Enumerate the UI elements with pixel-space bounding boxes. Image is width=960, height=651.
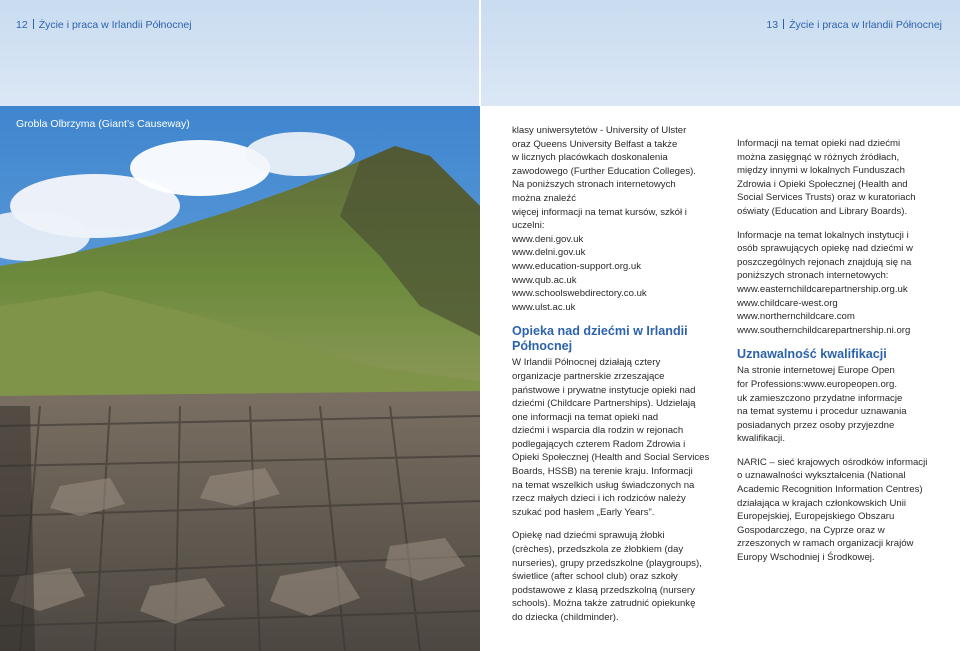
- text-line: w licznych placówkach doskonalenia: [512, 152, 668, 164]
- web-link[interactable]: www.delni.gov.uk: [512, 247, 586, 259]
- giants-causeway-photo: [0, 106, 480, 651]
- web-link[interactable]: www.childcare-west.org: [737, 297, 838, 309]
- text-line: można znaleźć: [512, 192, 576, 204]
- childcare-paragraph: [512, 356, 724, 519]
- text-line: na temat systemu i procedur uznawania: [737, 406, 907, 418]
- text-line: państwowe i prywatne instytucje opieki nad: [512, 384, 696, 396]
- local-institutions-paragraph: [737, 229, 949, 338]
- text-line: Academic Recognition Information Centres): [737, 484, 923, 496]
- section-heading-childcare: [512, 324, 724, 354]
- web-link[interactable]: www.northernchildcare.com: [737, 311, 855, 323]
- sources-paragraph: [737, 137, 949, 219]
- europe-open-paragraph: [737, 364, 949, 446]
- text-line: na temat wszelkich usług świadczonych na: [512, 479, 695, 491]
- text-line: Informacji na temat opieki nad dziećmi: [737, 138, 901, 149]
- divider: [783, 19, 784, 29]
- text-line: o uznawalności wykształcenia (National: [737, 470, 906, 482]
- running-title-right: Życie i praca w Irlandii Północnej: [789, 19, 942, 31]
- text-line: for Professions:www.europeopen.org.: [737, 378, 897, 390]
- heading-line: Północnej: [512, 339, 573, 354]
- web-link[interactable]: www.deni.gov.uk: [512, 233, 584, 245]
- text-line: świetlice (after school club) oraz szkoły: [512, 571, 678, 583]
- text-line: one informacji na temat opieki nad: [512, 411, 659, 423]
- text-line: zrzeszonych w ramach organizacji krajów: [737, 538, 914, 550]
- text-line: kwalifikacji.: [737, 433, 785, 445]
- naric-paragraph: [737, 456, 949, 565]
- divider: [33, 19, 34, 29]
- page-number-left: 12: [16, 19, 28, 31]
- web-link[interactable]: www.schoolswebdirectory.co.uk: [512, 288, 647, 300]
- text-line: zawodowego (Further Education Colleges).: [512, 165, 696, 177]
- text-line: oświaty (Education and Library Boards).: [737, 205, 908, 217]
- intro-paragraph: [512, 124, 724, 314]
- text-line: rzecz małych dzieci i ich rodziców należy: [512, 493, 686, 505]
- text-line: Social Services Trusts) oraz w kuratoriach: [737, 192, 916, 204]
- text-line: Na stronie internetowej Europe Open: [737, 365, 895, 377]
- section-heading-qualifications: Uznawalność kwalifikacji: [737, 347, 887, 362]
- text-line: Europy Wschodniej i Środkowej.: [737, 552, 875, 564]
- text-line: szukać pod hasłem „Early Years”.: [512, 506, 655, 518]
- text-line: do dziecka (childminder).: [512, 612, 619, 623]
- text-line: Informacje na temat lokalnych instytucji i: [737, 229, 909, 241]
- text-line: więcej informacji na temat kursów, szkół i: [512, 206, 687, 218]
- text-line: działająca w krajach członkowskich Unii: [737, 497, 907, 509]
- text-line: dziećmi i wsparcia dla rodzin w rejonach: [512, 425, 684, 437]
- landscape-illustration: [0, 106, 480, 651]
- text-column-right: [737, 137, 949, 575]
- text-line: Na poniższych stronach internetowych: [512, 179, 676, 191]
- text-line: Europejskiej, Europejskiego Obszaru: [737, 511, 895, 523]
- text-line: Boards, HSSB) na terenie kraju. Informacji: [512, 466, 693, 478]
- text-line: uk zamieszczono przydatne informacje: [737, 392, 903, 404]
- text-line: Zdrowia i Opieki Społecznej (Health and: [737, 178, 908, 190]
- web-link[interactable]: www.education-support.org.uk: [512, 260, 642, 272]
- text-line: organizacje partnerskie zrzeszające: [512, 370, 665, 382]
- web-link[interactable]: www.southernchildcarepartnership.ni.org: [737, 324, 911, 336]
- text-line: Gospodarczego, na Cyprze oraz w: [737, 524, 885, 536]
- web-link[interactable]: www.ulst.ac.uk: [512, 301, 576, 313]
- text-line: W Irlandii Północnej działają cztery: [512, 357, 661, 369]
- text-line: schools). Można także zatrudnić opiekunkę: [512, 598, 696, 610]
- running-title-left: Życie i praca w Irlandii Północnej: [38, 19, 192, 31]
- childcare-types-paragraph: [512, 529, 724, 624]
- text-line: można zasięgnąć w różnych źródłach,: [737, 151, 900, 163]
- text-line: między innymi w lokalnych Funduszach: [737, 165, 905, 177]
- text-line: podlegających czterem Radom Zdrowia i: [512, 438, 686, 450]
- text-line: podstawowe z klasą przedszkolną (nursery: [512, 584, 695, 596]
- text-line: dziećmi (Childcare Partnerships). Udzielają: [512, 398, 696, 410]
- text-line: NARIC – sieć krajowych ośrodków informacji: [737, 456, 928, 468]
- running-head-left: [16, 19, 192, 31]
- text-line: poniższych stronach internetowych:: [737, 270, 889, 282]
- web-link[interactable]: www.qub.ac.uk: [512, 274, 577, 286]
- text-line: Opieki Społecznej (Health and Social Services: [512, 452, 710, 464]
- text-line: oraz Queens University Belfast a także: [512, 138, 678, 150]
- page-number-right: 13: [766, 19, 779, 31]
- text-line: posiadanych przez osoby przyjezdne: [737, 419, 895, 431]
- text-line: nurseries), grupy przedszkolne (playgroups),: [512, 557, 702, 569]
- text-line: uczelni:: [512, 220, 545, 232]
- text-line: poszczególnych rejonach znajdują się na: [737, 256, 912, 268]
- heading-line: Opieka nad dziećmi w Irlandii: [512, 324, 688, 339]
- running-head-right: [766, 19, 942, 31]
- header-band: [0, 0, 960, 106]
- photo-caption: Grobla Olbrzyma (Giant’s Causeway): [16, 118, 190, 130]
- text-line: klasy uniwersytetów - University of Ulster: [512, 125, 687, 136]
- page-gutter: [479, 0, 481, 106]
- web-link[interactable]: www.easternchildcarepartnership.org.uk: [737, 283, 908, 295]
- text-line: osób sprawujących opiekę nad dziećmi w: [737, 243, 913, 255]
- text-line: Opiekę nad dziećmi sprawują żłobki: [512, 530, 665, 542]
- text-column-left: [512, 124, 724, 635]
- text-line: (crèches), przedszkola ze żłobkiem (day: [512, 544, 684, 556]
